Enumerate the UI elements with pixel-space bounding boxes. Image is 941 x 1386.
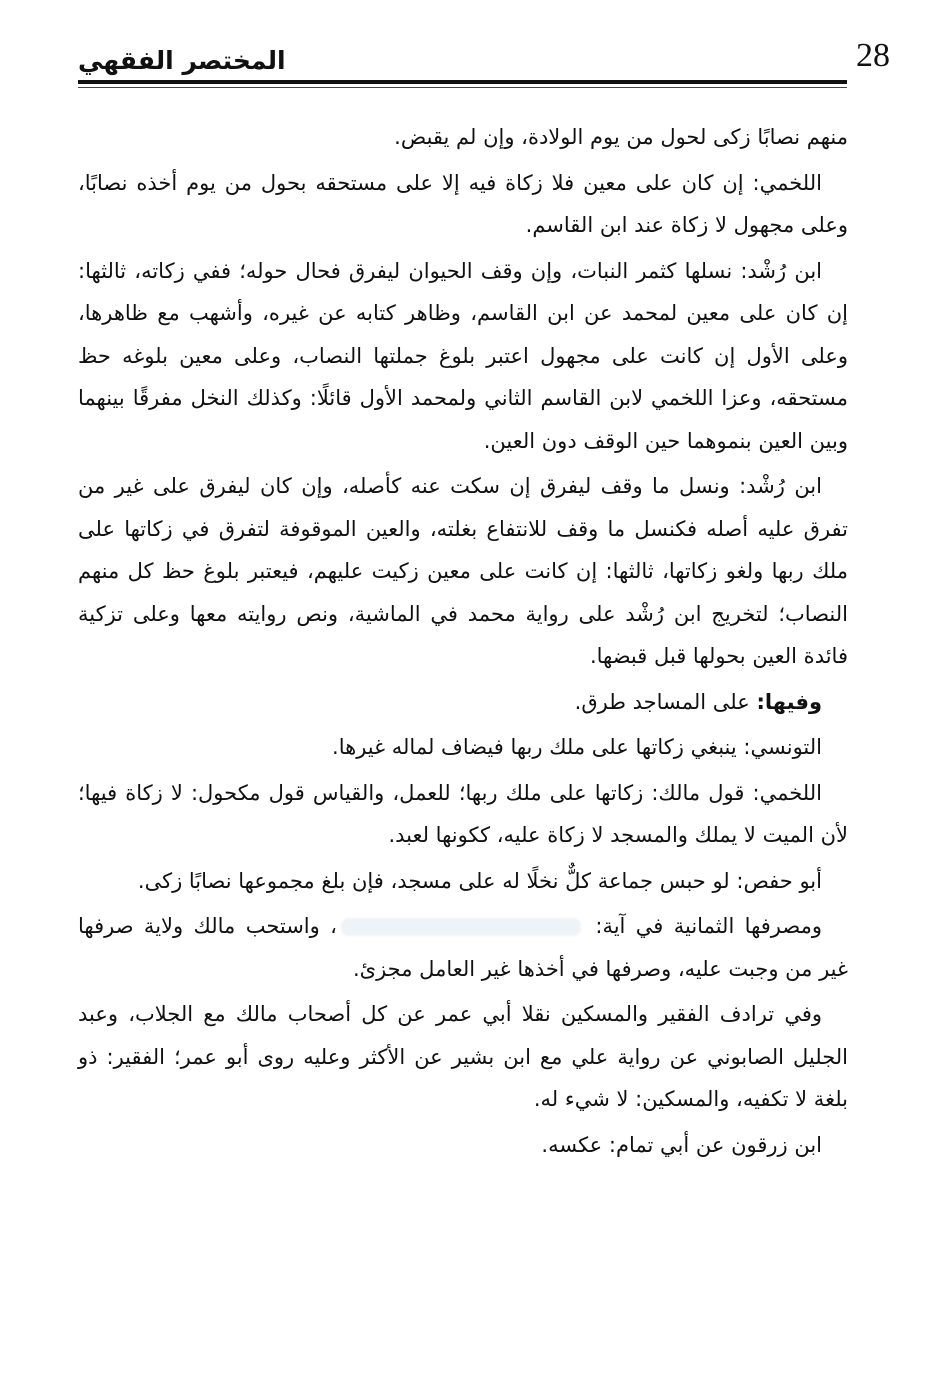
paragraph-text: ابن زرقون عن أبي تمام: عكسه. bbox=[541, 1132, 822, 1157]
page-number: 28 bbox=[856, 37, 890, 74]
paragraph-text: اللخمي: قول مالك: زكاتها على ملك ربها؛ للعمل، والقياس قول مكحول: لا زكاة فيها؛ لأن الميت لا يملك والمسجد لا زكاة عليه، ككونها لعبد. bbox=[78, 780, 848, 847]
header-rule-thick bbox=[78, 80, 847, 84]
paragraph-text: ابن رُشْد: ونسل ما وقف ليفرق إن سكت عنه كأصله، وإن كان ليفرق على غير من تفرق عليه أصله فكنسل ما وقف للانتفاع بغلته، والعين الموقوفة لتفرق في زكاتها على ملك ربها ولغو زكاتها، ثالثها: إن كانت على معين زكيت عليهم، فيعتبر بلوغ حظ كل منهم النصاب؛ لتخريج ابن رُشْد على رواية محمد في الماشية، ونص روايته معها وعلى تزكية فائدة العين بحولها قبل قبضها. bbox=[78, 474, 848, 668]
paragraph bbox=[78, 772, 848, 857]
paragraph bbox=[78, 905, 848, 990]
paragraph bbox=[78, 1124, 848, 1167]
paragraph bbox=[78, 162, 848, 247]
paragraph-text: اللخمي: إن كان على معين فلا زكاة فيه إلا على مستحقه بحول من يوم أخذه نصابًا، وعلى مجهول لا زكاة عند ابن القاسم. bbox=[78, 170, 848, 237]
paragraph bbox=[78, 993, 848, 1121]
header-rule-thin bbox=[78, 87, 847, 88]
paragraph bbox=[78, 681, 848, 724]
book-title: المختصر الفقهي bbox=[78, 46, 286, 75]
paragraph-text: على المساجد طرق. bbox=[574, 689, 757, 714]
page-body bbox=[78, 116, 848, 1169]
paragraph-text: وفي ترادف الفقير والمسكين نقلا أبي عمر عن كل أصحاب مالك مع الجلاب، وعبد الجليل الصابوني عن رواية علي مع ابن بشير عن الأكثر وعليه روى أبو عمر؛ الفقير: ذو بلغة لا تكفيه، والمسكين: لا شيء له. bbox=[78, 1002, 848, 1111]
paragraph-text-after: ، واستحب مالك ولاية صرفها غير من وجبت عليه، وصرفها في أخذها غير العامل مجزئ. bbox=[78, 914, 848, 981]
paragraph-text-before: ومصرفها الثمانية في آية: bbox=[584, 914, 822, 938]
paragraph bbox=[78, 116, 848, 159]
quran-verse-blurred bbox=[341, 918, 581, 936]
paragraph bbox=[78, 250, 848, 463]
paragraph-text: منهم نصابًا زكى لحول من يوم الولادة، وإن لم يقبض. bbox=[394, 125, 848, 149]
paragraph-lead: وفيها: bbox=[756, 689, 822, 714]
paragraph bbox=[78, 465, 848, 678]
paragraph-text: التونسي: ينبغي زكاتها على ملك ربها فيضاف لماله غيرها. bbox=[332, 735, 822, 759]
paragraph bbox=[78, 860, 848, 903]
page-header bbox=[78, 30, 890, 90]
paragraph-text: ابن رُشْد: نسلها كثمر النبات، وإن وقف الحيوان ليفرق فحال حوله؛ ففي زكاته، ثالثها: إن كان على معين لمحمد عن ابن القاسم، وظاهر كتابه عن غيره، وأشهب مع ظاهرها، وعلى الأول إن كانت على مجهول اعتبر بلوغ جملتها النصاب، وعلى معين بلوغه حظ مستحقه، وعزا اللخمي لابن القاسم الثاني ولمحمد الأول قائلًا: وكذلك النخل مفرقًا بينهما وبين العين بنموهما حين الوقف دون العين. bbox=[78, 258, 848, 453]
paragraph-text: أبو حفص: لو حبس جماعة كلٌّ نخلًا له على مسجد، فإن بلغ مجموعها نصابًا زكى. bbox=[137, 868, 822, 893]
paragraph bbox=[78, 726, 848, 769]
